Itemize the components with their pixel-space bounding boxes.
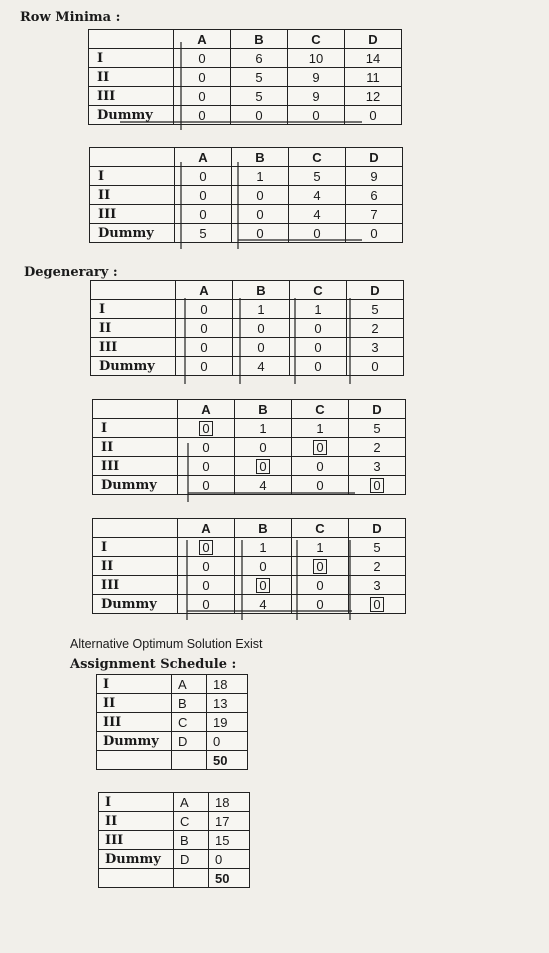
assignment-matrix: [92, 518, 406, 614]
cell-value: 0: [198, 107, 206, 123]
matrix-cell: [288, 87, 345, 106]
schedule-job: C: [172, 713, 207, 732]
matrix-cell: [347, 300, 404, 319]
column-header: A: [176, 281, 233, 300]
column-header: A: [178, 519, 235, 538]
cell-value: 5: [199, 225, 207, 241]
cell-value: 0: [199, 206, 207, 222]
cell-value: 0: [200, 301, 208, 317]
assigned-zero: 0: [313, 440, 326, 455]
matrix-cell: [231, 106, 288, 125]
schedule-job: B: [172, 694, 207, 713]
matrix-cell: [289, 205, 346, 224]
matrix-row: [89, 87, 402, 106]
matrix-corner: [90, 148, 175, 167]
row-label: Dummy: [89, 106, 174, 125]
cell-value: 0: [202, 577, 210, 593]
matrix-cell: [292, 476, 349, 495]
cell-value: 0: [202, 477, 210, 493]
matrix-row: [91, 338, 404, 357]
assignment-matrix: [90, 280, 404, 376]
cell-value: 5: [313, 168, 321, 184]
cell-value: 0: [202, 458, 210, 474]
alternative-solution-note: Alternative Optimum Solution Exist: [70, 637, 263, 651]
schedule-row: [99, 793, 250, 812]
matrix-cell: [235, 557, 292, 576]
schedule-total: 50: [209, 869, 250, 888]
matrix-cell: [235, 538, 292, 557]
cell-value: 0: [316, 577, 324, 593]
matrix-cell: [232, 205, 289, 224]
column-header: B: [232, 148, 289, 167]
row-minima-heading: Row Minima :: [20, 10, 121, 25]
cell-value: 0: [198, 69, 206, 85]
cell-value: 9: [370, 168, 378, 184]
cell-value: 1: [259, 420, 267, 436]
matrix-cell: [292, 538, 349, 557]
row-label: II: [91, 319, 176, 338]
row-label: I: [93, 538, 178, 557]
cell-value: 0: [198, 50, 206, 66]
matrix-cell: [349, 538, 406, 557]
matrix-cell: [292, 576, 349, 595]
column-header: D: [349, 400, 406, 419]
column-header: C: [292, 400, 349, 419]
matrix-cell: [347, 338, 404, 357]
matrix-cell: [174, 106, 231, 125]
matrix-cell: [290, 319, 347, 338]
cell-value: 0: [369, 107, 377, 123]
row-label: I: [93, 419, 178, 438]
column-header: D: [347, 281, 404, 300]
cell-value: 14: [365, 50, 381, 66]
matrix-cell: [289, 186, 346, 205]
cell-value: 9: [312, 69, 320, 85]
cell-value: 5: [255, 69, 263, 85]
schedule-blank: [172, 751, 207, 770]
matrix-cell: [174, 49, 231, 68]
matrix-cell: [178, 476, 235, 495]
assignment-schedule-table: [98, 792, 250, 888]
matrix-row: [93, 438, 406, 457]
cell-value: 0: [256, 225, 264, 241]
matrix-cell: [347, 357, 404, 376]
cell-value: 3: [373, 458, 381, 474]
assigned-zero: 0: [313, 559, 326, 574]
matrix-cell: [174, 68, 231, 87]
cell-value: 10: [308, 50, 324, 66]
matrix-cell: [175, 205, 232, 224]
matrix-cell: [233, 338, 290, 357]
schedule-job: A: [172, 675, 207, 694]
cell-value: 0: [200, 339, 208, 355]
matrix-cell: [349, 557, 406, 576]
cell-value: 3: [373, 577, 381, 593]
cell-value: 0: [370, 225, 378, 241]
schedule-worker: Dummy: [99, 850, 174, 869]
matrix-row: [90, 186, 403, 205]
schedule-job: A: [174, 793, 209, 812]
matrix-corner: [93, 400, 178, 419]
row-label: Dummy: [91, 357, 176, 376]
row-label: II: [89, 68, 174, 87]
matrix-cell: [346, 224, 403, 243]
matrix-row: [89, 68, 402, 87]
schedule-cost: 19: [207, 713, 248, 732]
cell-value: 0: [316, 477, 324, 493]
matrix-cell: [176, 357, 233, 376]
matrix-cell: [233, 357, 290, 376]
matrix-cell: [288, 68, 345, 87]
matrix-cell: [289, 167, 346, 186]
column-header: B: [235, 400, 292, 419]
column-header: A: [178, 400, 235, 419]
cell-value: 4: [313, 206, 321, 222]
matrix-cell: [176, 319, 233, 338]
column-header: C: [292, 519, 349, 538]
assignment-matrix: [89, 147, 403, 243]
cell-value: 2: [373, 558, 381, 574]
row-label: II: [90, 186, 175, 205]
matrix-row: [93, 538, 406, 557]
cell-value: 4: [259, 596, 267, 612]
cell-value: 0: [314, 339, 322, 355]
cell-value: 2: [371, 320, 379, 336]
matrix-cell: [178, 438, 235, 457]
schedule-total: 50: [207, 751, 248, 770]
schedule-worker: III: [99, 831, 174, 850]
schedule-cost: 0: [209, 850, 250, 869]
matrix-row: [91, 300, 404, 319]
cell-value: 1: [316, 539, 324, 555]
matrix-row: [90, 224, 403, 243]
cell-value: 9: [312, 88, 320, 104]
schedule-row: [97, 694, 248, 713]
cell-value: 0: [371, 358, 379, 374]
schedule-row: [99, 812, 250, 831]
row-label: III: [89, 87, 174, 106]
cell-value: 0: [257, 320, 265, 336]
matrix-cell: [349, 476, 406, 495]
assigned-zero: 0: [199, 421, 212, 436]
cell-value: 0: [257, 339, 265, 355]
cell-value: 11: [366, 69, 380, 85]
assigned-zero: 0: [370, 597, 383, 612]
cell-value: 5: [255, 88, 263, 104]
matrix-row: [93, 419, 406, 438]
column-header: C: [288, 30, 345, 49]
schedule-row: [97, 732, 248, 751]
matrix-cell: [292, 438, 349, 457]
matrix-cell: [233, 319, 290, 338]
cell-value: 4: [257, 358, 265, 374]
column-header: D: [346, 148, 403, 167]
cell-value: 1: [259, 539, 267, 555]
matrix-cell: [231, 49, 288, 68]
matrix-cell: [233, 300, 290, 319]
matrix-cell: [349, 419, 406, 438]
matrix-cell: [175, 167, 232, 186]
matrix-cell: [288, 106, 345, 125]
matrix-row: [91, 357, 404, 376]
matrix-cell: [235, 438, 292, 457]
matrix-cell: [292, 557, 349, 576]
cell-value: 0: [259, 439, 267, 455]
matrix-cell: [235, 595, 292, 614]
matrix-cell: [292, 457, 349, 476]
schedule-worker: I: [97, 675, 172, 694]
matrix-cell: [235, 419, 292, 438]
matrix-cell: [178, 576, 235, 595]
schedule-cost: 17: [209, 812, 250, 831]
row-label: II: [93, 557, 178, 576]
cell-value: 3: [371, 339, 379, 355]
matrix-row: [93, 476, 406, 495]
schedule-row: [99, 831, 250, 850]
matrix-cell: [290, 338, 347, 357]
degeneracy-heading: Degenerary :: [24, 265, 118, 280]
assigned-zero: 0: [256, 578, 269, 593]
column-header: D: [349, 519, 406, 538]
cell-value: 0: [202, 558, 210, 574]
column-header: B: [231, 30, 288, 49]
row-label: Dummy: [90, 224, 175, 243]
cell-value: 6: [255, 50, 263, 66]
matrix-cell: [235, 476, 292, 495]
assigned-zero: 0: [256, 459, 269, 474]
assigned-zero: 0: [370, 478, 383, 493]
matrix-cell: [290, 357, 347, 376]
matrix-cell: [349, 576, 406, 595]
matrix-row: [90, 205, 403, 224]
matrix-cell: [176, 300, 233, 319]
cell-value: 0: [202, 439, 210, 455]
matrix-cell: [345, 87, 402, 106]
schedule-blank: [174, 869, 209, 888]
schedule-cost: 18: [207, 675, 248, 694]
matrix-cell: [175, 186, 232, 205]
matrix-cell: [292, 419, 349, 438]
assigned-zero: 0: [199, 540, 212, 555]
matrix-cell: [231, 87, 288, 106]
cell-value: 12: [365, 88, 381, 104]
schedule-worker: II: [99, 812, 174, 831]
cell-value: 2: [373, 439, 381, 455]
schedule-blank: [99, 869, 174, 888]
schedule-row: [99, 850, 250, 869]
matrix-cell: [231, 68, 288, 87]
cell-value: 1: [257, 301, 265, 317]
cell-value: 7: [370, 206, 378, 222]
column-header: C: [289, 148, 346, 167]
matrix-corner: [93, 519, 178, 538]
schedule-cost: 15: [209, 831, 250, 850]
cell-value: 0: [314, 320, 322, 336]
matrix-cell: [178, 419, 235, 438]
matrix-cell: [347, 319, 404, 338]
schedule-worker: I: [99, 793, 174, 812]
matrix-cell: [288, 49, 345, 68]
cell-value: 4: [313, 187, 321, 203]
schedule-job: D: [172, 732, 207, 751]
cell-value: 4: [259, 477, 267, 493]
row-label: II: [93, 438, 178, 457]
matrix-cell: [176, 338, 233, 357]
column-header: A: [175, 148, 232, 167]
row-label: III: [93, 576, 178, 595]
cell-value: 0: [198, 88, 206, 104]
matrix-cell: [178, 595, 235, 614]
schedule-row: [97, 713, 248, 732]
matrix-corner: [91, 281, 176, 300]
matrix-cell: [232, 167, 289, 186]
cell-value: 5: [371, 301, 379, 317]
column-header: D: [345, 30, 402, 49]
matrix-cell: [178, 457, 235, 476]
cell-value: 5: [373, 539, 381, 555]
matrix-corner: [89, 30, 174, 49]
matrix-cell: [345, 68, 402, 87]
cell-value: 1: [314, 301, 322, 317]
matrix-cell: [174, 87, 231, 106]
assignment-schedule-table: [96, 674, 248, 770]
matrix-cell: [345, 49, 402, 68]
cell-value: 0: [256, 187, 264, 203]
row-label: III: [91, 338, 176, 357]
schedule-blank: [97, 751, 172, 770]
column-header: A: [174, 30, 231, 49]
schedule-cost: 18: [209, 793, 250, 812]
schedule-row: [97, 675, 248, 694]
matrix-cell: [178, 557, 235, 576]
row-label: III: [93, 457, 178, 476]
matrix-row: [93, 576, 406, 595]
cell-value: 0: [313, 225, 321, 241]
cell-value: 0: [256, 206, 264, 222]
assignment-matrix: [92, 399, 406, 495]
cell-value: 6: [370, 187, 378, 203]
schedule-job: C: [174, 812, 209, 831]
column-header: B: [235, 519, 292, 538]
matrix-cell: [232, 224, 289, 243]
matrix-cell: [346, 167, 403, 186]
matrix-cell: [232, 186, 289, 205]
assignment-schedule-heading: Assignment Schedule :: [70, 657, 237, 672]
matrix-row: [93, 457, 406, 476]
cell-value: 0: [255, 107, 263, 123]
matrix-cell: [290, 300, 347, 319]
schedule-worker: Dummy: [97, 732, 172, 751]
cell-value: 5: [373, 420, 381, 436]
matrix-cell: [345, 106, 402, 125]
row-label: I: [91, 300, 176, 319]
row-label: I: [90, 167, 175, 186]
cell-value: 0: [259, 558, 267, 574]
matrix-cell: [349, 595, 406, 614]
matrix-cell: [292, 595, 349, 614]
schedule-total-row: [97, 751, 248, 770]
schedule-worker: II: [97, 694, 172, 713]
cell-value: 0: [199, 187, 207, 203]
matrix-cell: [175, 224, 232, 243]
schedule-cost: 0: [207, 732, 248, 751]
cell-value: 0: [312, 107, 320, 123]
matrix-row: [89, 106, 402, 125]
column-header: B: [233, 281, 290, 300]
cell-value: 0: [202, 596, 210, 612]
matrix-row: [93, 595, 406, 614]
matrix-cell: [349, 457, 406, 476]
matrix-row: [90, 167, 403, 186]
matrix-cell: [178, 538, 235, 557]
row-label: I: [89, 49, 174, 68]
cell-value: 0: [316, 596, 324, 612]
cell-value: 0: [200, 358, 208, 374]
cell-value: 0: [316, 458, 324, 474]
matrix-row: [89, 49, 402, 68]
cell-value: 0: [199, 168, 207, 184]
cell-value: 1: [256, 168, 264, 184]
schedule-cost: 13: [207, 694, 248, 713]
matrix-row: [93, 557, 406, 576]
matrix-row: [91, 319, 404, 338]
matrix-cell: [346, 186, 403, 205]
schedule-job: D: [174, 850, 209, 869]
assignment-matrix: [88, 29, 402, 125]
schedule-worker: III: [97, 713, 172, 732]
schedule-job: B: [174, 831, 209, 850]
matrix-cell: [235, 457, 292, 476]
cell-value: 0: [200, 320, 208, 336]
cell-value: 1: [316, 420, 324, 436]
matrix-cell: [346, 205, 403, 224]
row-label: III: [90, 205, 175, 224]
column-header: C: [290, 281, 347, 300]
schedule-total-row: [99, 869, 250, 888]
matrix-cell: [289, 224, 346, 243]
matrix-cell: [349, 438, 406, 457]
row-label: Dummy: [93, 595, 178, 614]
cell-value: 0: [314, 358, 322, 374]
row-label: Dummy: [93, 476, 178, 495]
matrix-cell: [235, 576, 292, 595]
